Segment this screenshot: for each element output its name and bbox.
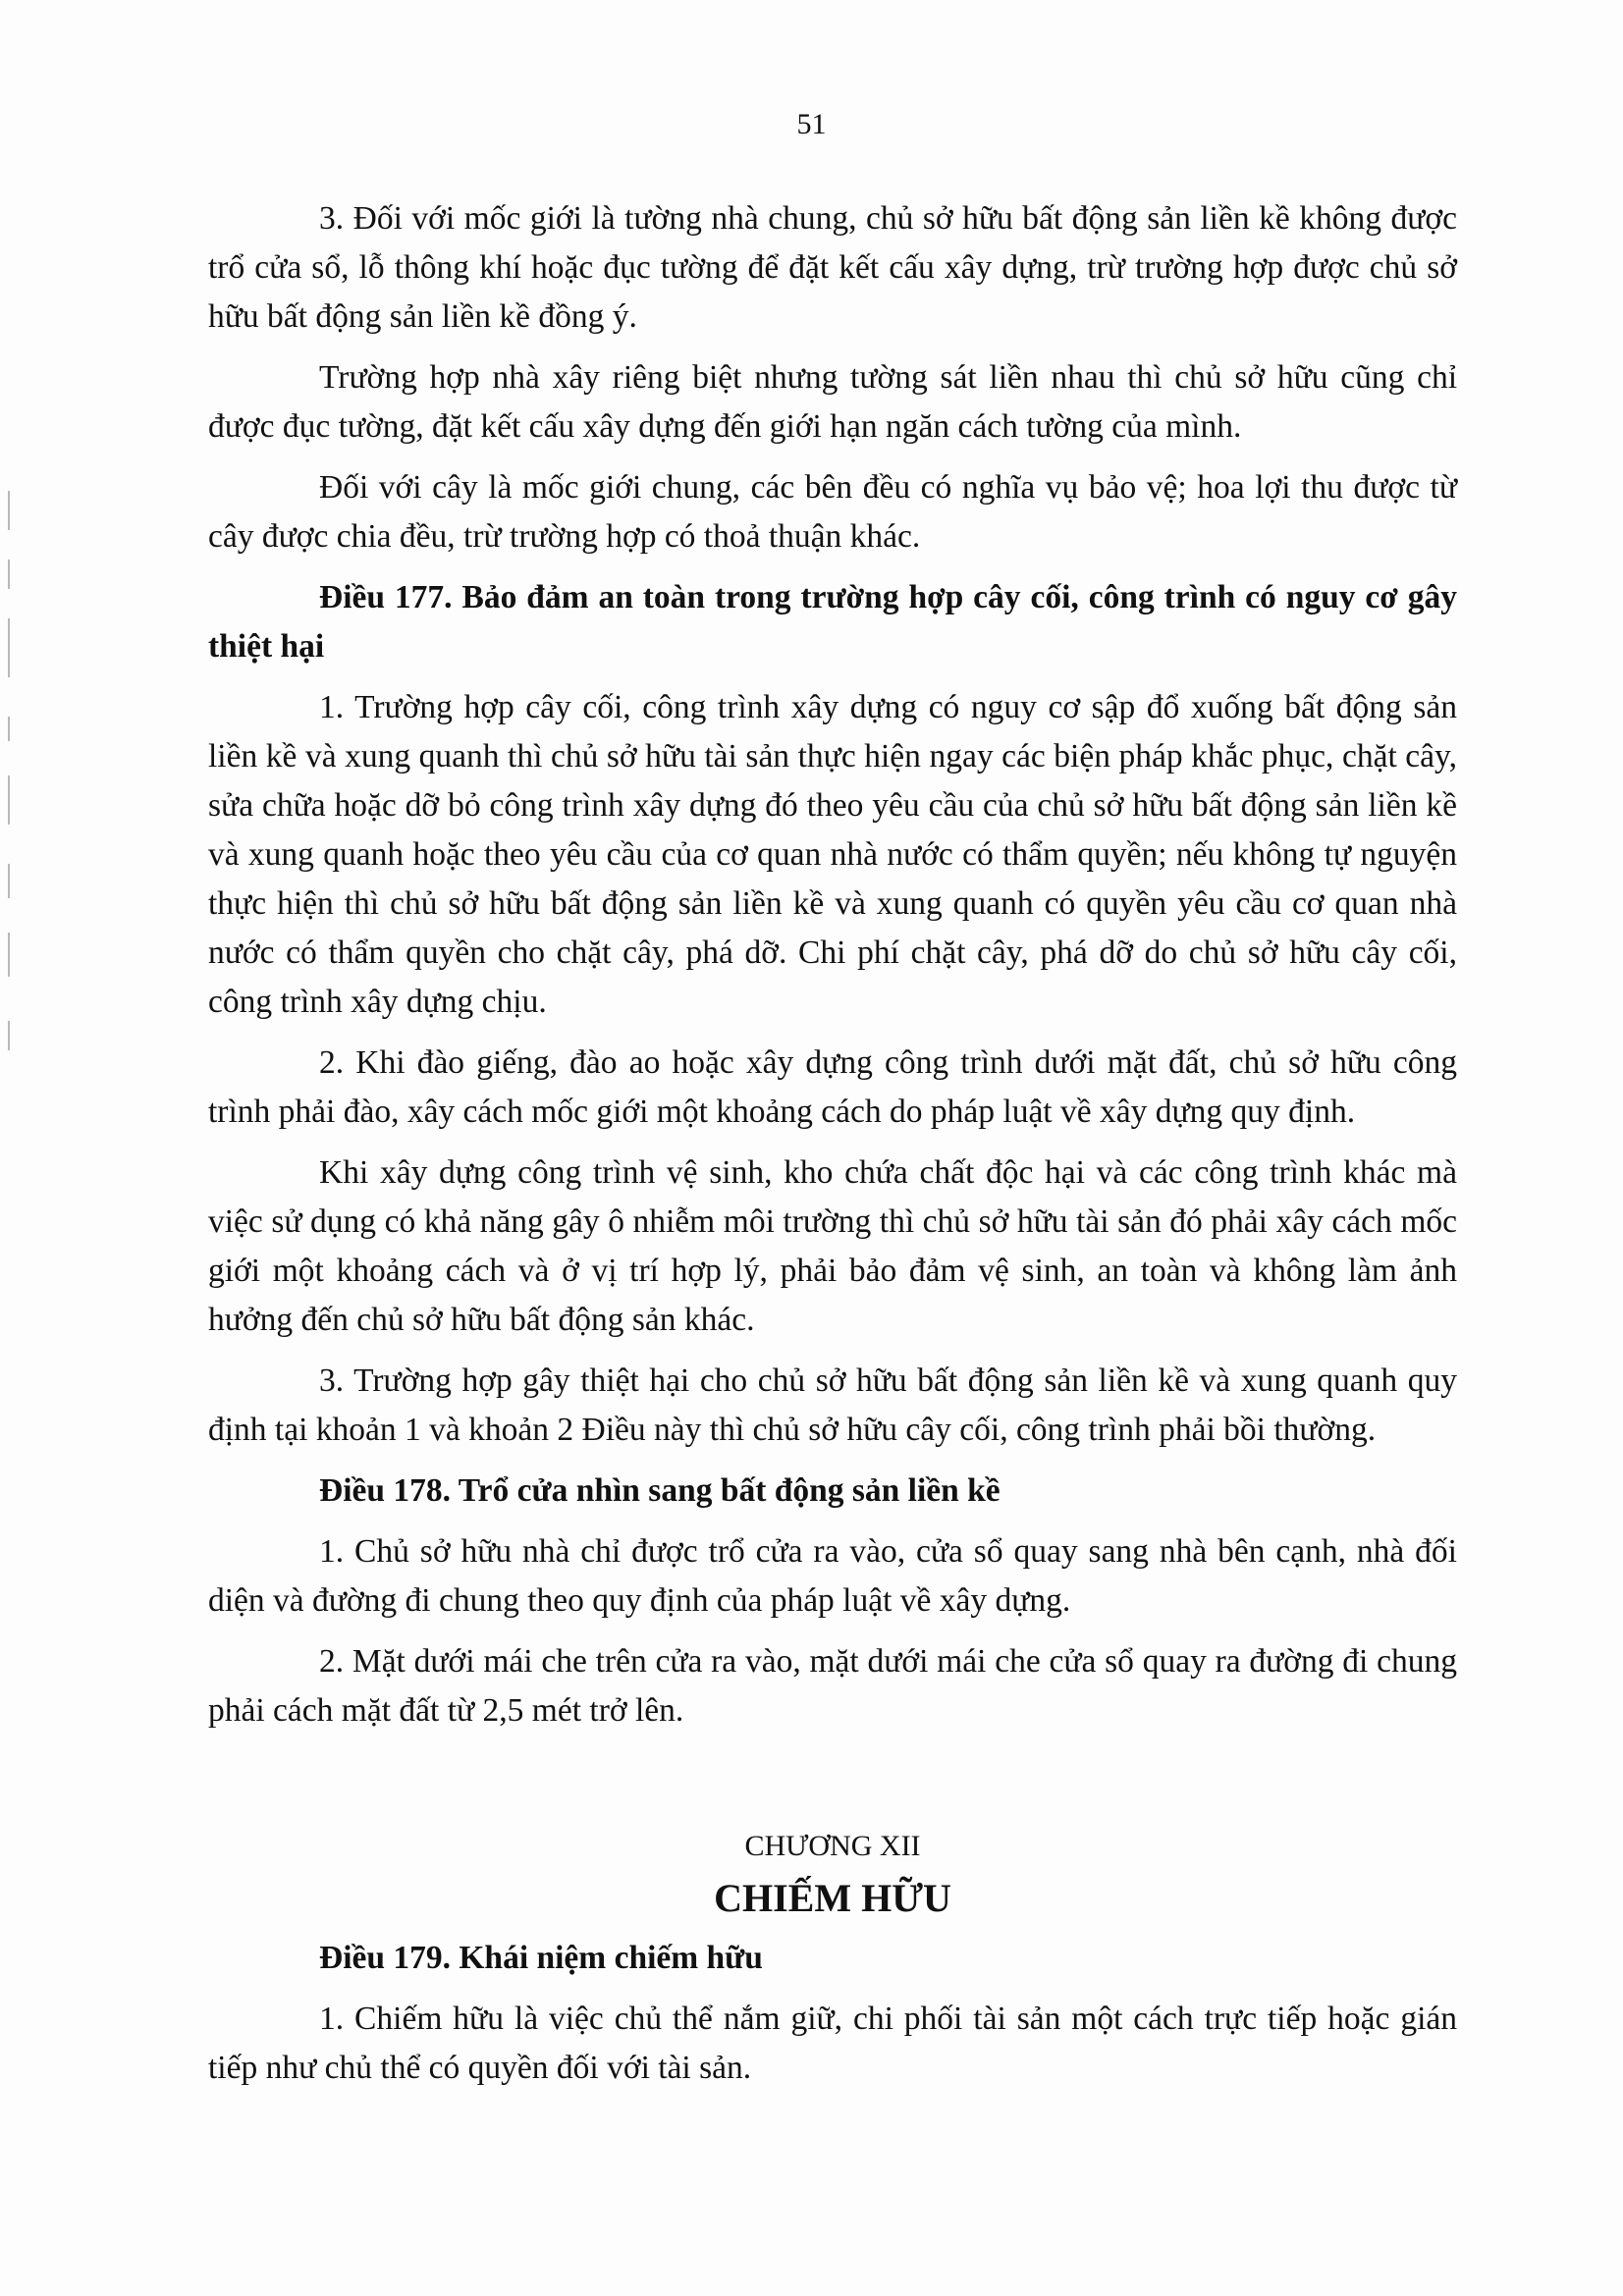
paragraph: Khi xây dựng công trình vệ sinh, kho chứa chất độc hại và các công trình khác mà việc sử dụng có khả năng gây ô nhiễm môi trường thì chủ sở hữu tài sản đó phải xây cách mốc giới một khoảng cách và ở vị trí hợp lý, phải bảo đảm vệ sinh, an toàn và không làm ảnh hưởng đến chủ sở hữu bất động sản khác. [208,1154,1457,1338]
paragraph: 3. Trường hợp gây thiệt hại cho chủ sở hữu bất động sản liền kề và xung quanh quy định tại khoản 1 và khoản 2 Điều này thì chủ sở hữu cây cối, công trình phải bồi thường. [208,1362,1457,1448]
chapter-title: CHIẾM HỮU [714,1876,951,1920]
paragraph: 1. Chủ sở hữu nhà chỉ được trổ cửa ra vào, cửa sổ quay sang nhà bên cạnh, nhà đối diện và đường đi chung theo quy định của pháp luật về xây dựng. [208,1533,1457,1619]
paragraph: 2. Mặt dưới mái che trên cửa ra vào, mặt dưới mái che cửa sổ quay ra đường đi chung phải cách mặt đất từ 2,5 mét trở lên. [208,1643,1457,1729]
article-heading: Điều 179. Khái niệm chiếm hữu [319,1940,763,1976]
paragraph: 2. Khi đào giếng, đào ao hoặc xây dựng công trình dưới mặt đất, chủ sở hữu công trình phải đào, xây cách mốc giới một khoảng cách do pháp luật về xây dựng quy định. [208,1044,1457,1130]
paragraph: Trường hợp nhà xây riêng biệt nhưng tường sát liền nhau thì chủ sở hữu cũng chỉ được đục tường, đặt kết cấu xây dựng đến giới hạn ngăn cách tường của mình. [208,359,1457,445]
article-heading: Điều 178. Trổ cửa nhìn sang bất động sản liền kề [319,1472,1001,1509]
paragraph: 1. Chiếm hữu là việc chủ thể nắm giữ, chi phối tài sản một cách trực tiếp hoặc gián tiếp như chủ thể có quyền đối với tài sản. [208,2001,1457,2086]
scan-edge-marks [8,491,14,1080]
paragraph: Đối với cây là mốc giới chung, các bên đều có nghĩa vụ bảo vệ; hoa lợi thu được từ cây được chia đều, trừ trường hợp có thoả thuận khác. [208,469,1457,555]
paragraph: 1. Trường hợp cây cối, công trình xây dựng có nguy cơ sập đổ xuống bất động sản liền kề và xung quanh thì chủ sở hữu tài sản thực hiện ngay các biện pháp khắc phục, chặt cây, sửa chữa hoặc dỡ bỏ công trình xây dựng đó theo yêu cầu của chủ sở hữu bất động sản liền kề và xung quanh hoặc theo yêu cầu của cơ quan nhà nước có thẩm quyền; nếu không tự nguyện thực hiện thì chủ sở hữu bất động sản liền kề và xung quanh có quyền yêu cầu cơ quan nhà nước có thẩm quyền cho chặt cây, phá dỡ. Chi phí chặt cây, phá dỡ do chủ sở hữu cây cối, công trình xây dựng chịu. [208,689,1457,1020]
chapter-number: CHƯƠNG XII [744,1830,921,1862]
page-number: 51 [796,108,827,140]
article-heading: Điều 177. Bảo đảm an toàn trong trường hợp cây cối, công trình có nguy cơ gây thiệt hại [208,579,1457,665]
paragraph: 3. Đối với mốc giới là tường nhà chung, chủ sở hữu bất động sản liền kề không được trổ cửa sổ, lỗ thông khí hoặc đục tường để đặt kết cấu xây dựng, trừ trường hợp được chủ sở hữu bất động sản liền kề đồng ý. [208,200,1457,335]
page-body [208,194,1457,2105]
